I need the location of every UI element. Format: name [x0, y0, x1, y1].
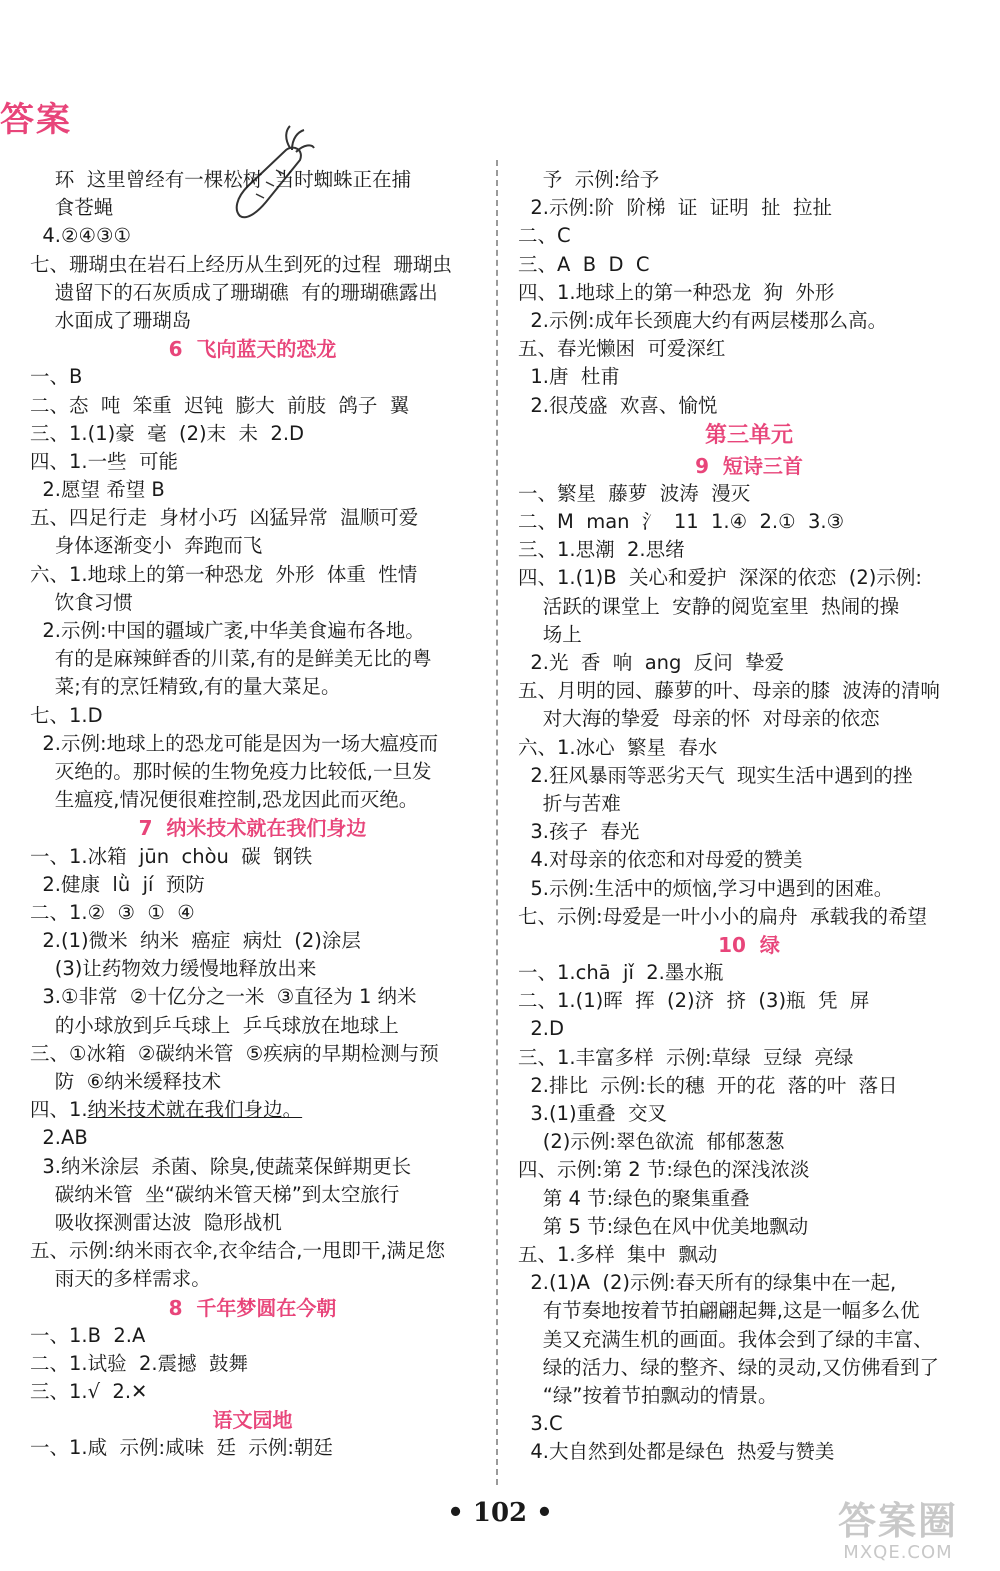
- answer-line: 3.(1)重叠 交叉: [518, 1102, 668, 1125]
- answer-line: “绿”按着节拍飘动的情景。: [518, 1383, 778, 1407]
- answer-line: 第 5 节:绿色在风中优美地飘动: [518, 1214, 809, 1238]
- answer-line: 六、1.冰心 繁星 春水: [518, 735, 718, 759]
- page-header-title: 答案: [0, 100, 72, 140]
- answer-line: 2.示例:成年长颈鹿大约有两层楼那么高。: [518, 308, 888, 332]
- answer-line: 五、四足行走 身材小巧 凶猛异常 温顺可爱: [30, 506, 419, 530]
- answer-line: 三、1.丰富多样 示例:草绿 豆绿 亮绿: [518, 1045, 854, 1069]
- answer-line: 3.①非常 ②十亿分之一米 ③直径为 1 纳米: [30, 985, 417, 1009]
- answer-line: 场上: [518, 622, 582, 646]
- answer-line: 1.唐 杜甫: [518, 365, 620, 389]
- answer-line: 2.D: [518, 1017, 565, 1041]
- answer-line: 5.示例:生活中的烦恼,学习中遇到的困难。: [518, 876, 894, 900]
- column-divider: [496, 160, 498, 1485]
- answer-line: 二、态 吨 笨重 迟钝 膨大 前肢 鸽子 翼: [30, 393, 410, 417]
- answer-line: 2.AB: [30, 1126, 88, 1150]
- page-number: • 102 •: [447, 1498, 553, 1528]
- answer-line: 灭绝的。那时候的生物免疫力比较低,一旦发: [30, 759, 432, 783]
- section-heading: 7 纳米技术就在我们身边: [138, 816, 367, 841]
- answer-line: 活跃的课堂上 安静的阅览室里 热闹的操: [518, 594, 900, 618]
- answer-line: 2.排比 示例:长的穗 开的花 落的叶 落日: [518, 1073, 898, 1097]
- answer-line: 2.很茂盛 欢喜、愉悦: [518, 393, 718, 417]
- watermark-logo-text: 答案圈: [837, 1499, 958, 1543]
- section-heading: 10 绿: [718, 932, 780, 957]
- answer-line: 七、1.D: [30, 703, 103, 727]
- answer-line: 遗留下的石灰质成了珊瑚礁 有的珊瑚礁露出: [30, 280, 438, 304]
- answer-line: 五、1.多样 集中 飘动: [518, 1242, 718, 1266]
- answer-line: 一、1.B 2.A: [30, 1323, 146, 1347]
- answer-line: 水面成了珊瑚岛: [30, 308, 192, 332]
- unit-heading: 第三单元: [704, 422, 793, 448]
- answer-line: 饮食习惯: [30, 590, 133, 614]
- answer-line: 有节奏地按着节拍翩翩起舞,这是一幅多么优: [518, 1299, 920, 1323]
- answer-line: 七、示例:母爱是一叶小小的扁舟 承载我的希望: [518, 904, 927, 928]
- answer-line: 2.光 香 响 ang 反问 挚爱: [518, 651, 785, 674]
- answer-line: 一、B: [30, 365, 83, 389]
- answer-line: 四、1.纳米技术就在我们身边。: [30, 1098, 303, 1122]
- answer-line: 二、C: [518, 224, 571, 248]
- answer-line: 2.(1)微米 纳米 癌症 病灶 (2)涂层: [30, 929, 361, 953]
- answer-line: 碳纳米管 坐“碳纳米管天梯”到太空旅行: [30, 1182, 400, 1206]
- answer-line: 食苍蝇: [30, 196, 114, 220]
- answer-line: 环 这里曾经有一棵松树 当时蜘蛛正在捕: [30, 168, 412, 191]
- answer-line: 四、1.(1)B 关心和爱护 深深的依恋 (2)示例:: [518, 566, 922, 590]
- answer-line: 五、月明的园、藤萝的叶、母亲的膝 波涛的清响: [518, 679, 940, 703]
- watermark: [818, 1500, 978, 1570]
- answer-line: 五、示例:纳米雨衣伞,衣伞结合,一甩即干,满足您: [30, 1239, 446, 1263]
- answer-line: 一、1.chā jǐ 2.墨水瓶: [518, 961, 724, 985]
- answer-line: 三、1.√ 2.✕: [30, 1380, 148, 1404]
- answer-line: 2.健康 lǜ jí 预防: [30, 872, 205, 896]
- answer-line: (2)示例:翠色欲流 郁郁葱葱: [518, 1130, 785, 1154]
- answer-line: 2.示例:中国的疆域广袤,中华美食遍布各地。: [30, 619, 425, 642]
- answer-line: 六、1.地球上的第一种恐龙 外形 体重 性情: [30, 562, 418, 586]
- answer-line: 2.狂风暴雨等恶劣天气 现实生活中遇到的挫: [518, 763, 913, 787]
- answer-line: 五、春光懒困 可爱深红: [518, 337, 726, 361]
- answer-line: 三、A B D C: [518, 252, 650, 276]
- answer-line: 2.示例:地球上的恐龙可能是因为一场大瘟疫而: [30, 731, 439, 755]
- answer-line: 雨天的多样需求。: [30, 1267, 211, 1291]
- answer-line: 三、①冰箱 ②碳纳米管 ⑤疾病的早期检测与预: [30, 1041, 439, 1065]
- answer-line: (3)让药物效力缓慢地释放出来: [30, 957, 317, 981]
- answer-line: 对大海的挚爱 母亲的怀 对母亲的依恋: [518, 707, 880, 731]
- answer-line: 二、M man 氵 11 1.④ 2.① 3.③: [518, 510, 845, 534]
- answer-line: 一、1.咸 示例:咸味 廷 示例:朝廷: [30, 1436, 333, 1460]
- answer-line: 4.对母亲的依恋和对母爱的赞美: [518, 848, 803, 872]
- section-heading: 语文园地: [212, 1408, 293, 1433]
- answer-line: 二、1.(1)晖 挥 (2)济 挤 (3)瓶 凭 屏: [518, 989, 870, 1013]
- answer-line: 有的是麻辣鲜香的川菜,有的是鲜美无比的粤: [30, 647, 432, 671]
- answer-line: 生瘟疫,情况便很难控制,恐龙因此而灭绝。: [30, 788, 419, 812]
- section-heading: 6 飞向蓝天的恐龙: [168, 337, 337, 362]
- answer-line: 3.C: [518, 1412, 563, 1436]
- right-column: [518, 166, 980, 1466]
- answer-line: 的小球放到乒乓球上 乒乓球放在地球上: [30, 1013, 399, 1037]
- answer-line: 三、1.(1)豪 毫 (2)末 未 2.D: [30, 421, 305, 445]
- answer-line: 美又充满生机的画面。我体会到了绿的丰富、: [518, 1327, 933, 1351]
- answer-line: 身体逐渐变小 奔跑而飞: [30, 534, 263, 558]
- answer-line: 菜;有的烹饪精致,有的量大菜足。: [30, 675, 341, 699]
- answer-line: 2.愿望 希望 B: [30, 478, 165, 502]
- answer-line: 吸收探测雷达波 隐形战机: [30, 1210, 282, 1234]
- answer-line: 第 4 节:绿色的聚集重叠: [518, 1186, 750, 1210]
- answer-line: 3.孩子 春光: [518, 820, 640, 844]
- answer-line: 四、1.地球上的第一种恐龙 狗 外形: [518, 280, 835, 304]
- answer-line: 4.大自然到处都是绿色 热爱与赞美: [518, 1440, 835, 1464]
- answer-line: 予 示例:给予: [518, 168, 660, 191]
- answer-line: 四、示例:第 2 节:绿色的深浅浓淡: [518, 1158, 810, 1182]
- answer-line: 三、1.思潮 2.思绪: [518, 538, 685, 562]
- answer-line: 折与苦难: [518, 791, 621, 815]
- answer-line: 3.纳米涂层 杀菌、除臭,使蔬菜保鲜期更长: [30, 1154, 412, 1178]
- answer-line: 2.(1)A (2)示例:春天所有的绿集中在一起,: [518, 1271, 897, 1295]
- answer-line: 四、1.一些 可能: [30, 449, 179, 473]
- answer-line: 一、繁星 藤萝 波涛 漫灭: [518, 481, 751, 505]
- answer-line: 一、1.冰箱 jūn chòu 碳 钢铁: [30, 844, 313, 868]
- watermark-url: MXQE.COM: [843, 1542, 953, 1563]
- answer-line: 2.示例:阶 阶梯 证 证明 扯 拉扯: [518, 196, 833, 220]
- answer-line: 绿的活力、绿的整齐、绿的灵动,又仿佛看到了: [518, 1355, 939, 1379]
- answer-line: 4.②④③①: [30, 224, 131, 248]
- section-heading: 9 短诗三首: [695, 453, 803, 478]
- answer-line: 防 ⑥纳米缓释技术: [30, 1070, 222, 1093]
- answer-line: 七、珊瑚虫在岩石上经历从生到死的过程 珊瑚虫: [30, 252, 452, 276]
- answer-line: 二、1.试验 2.震撼 鼓舞: [30, 1351, 249, 1375]
- section-heading: 8 千年梦圆在今朝: [168, 1295, 337, 1320]
- answer-line: 二、1.② ③ ① ④: [30, 900, 195, 924]
- left-column: [30, 166, 475, 1463]
